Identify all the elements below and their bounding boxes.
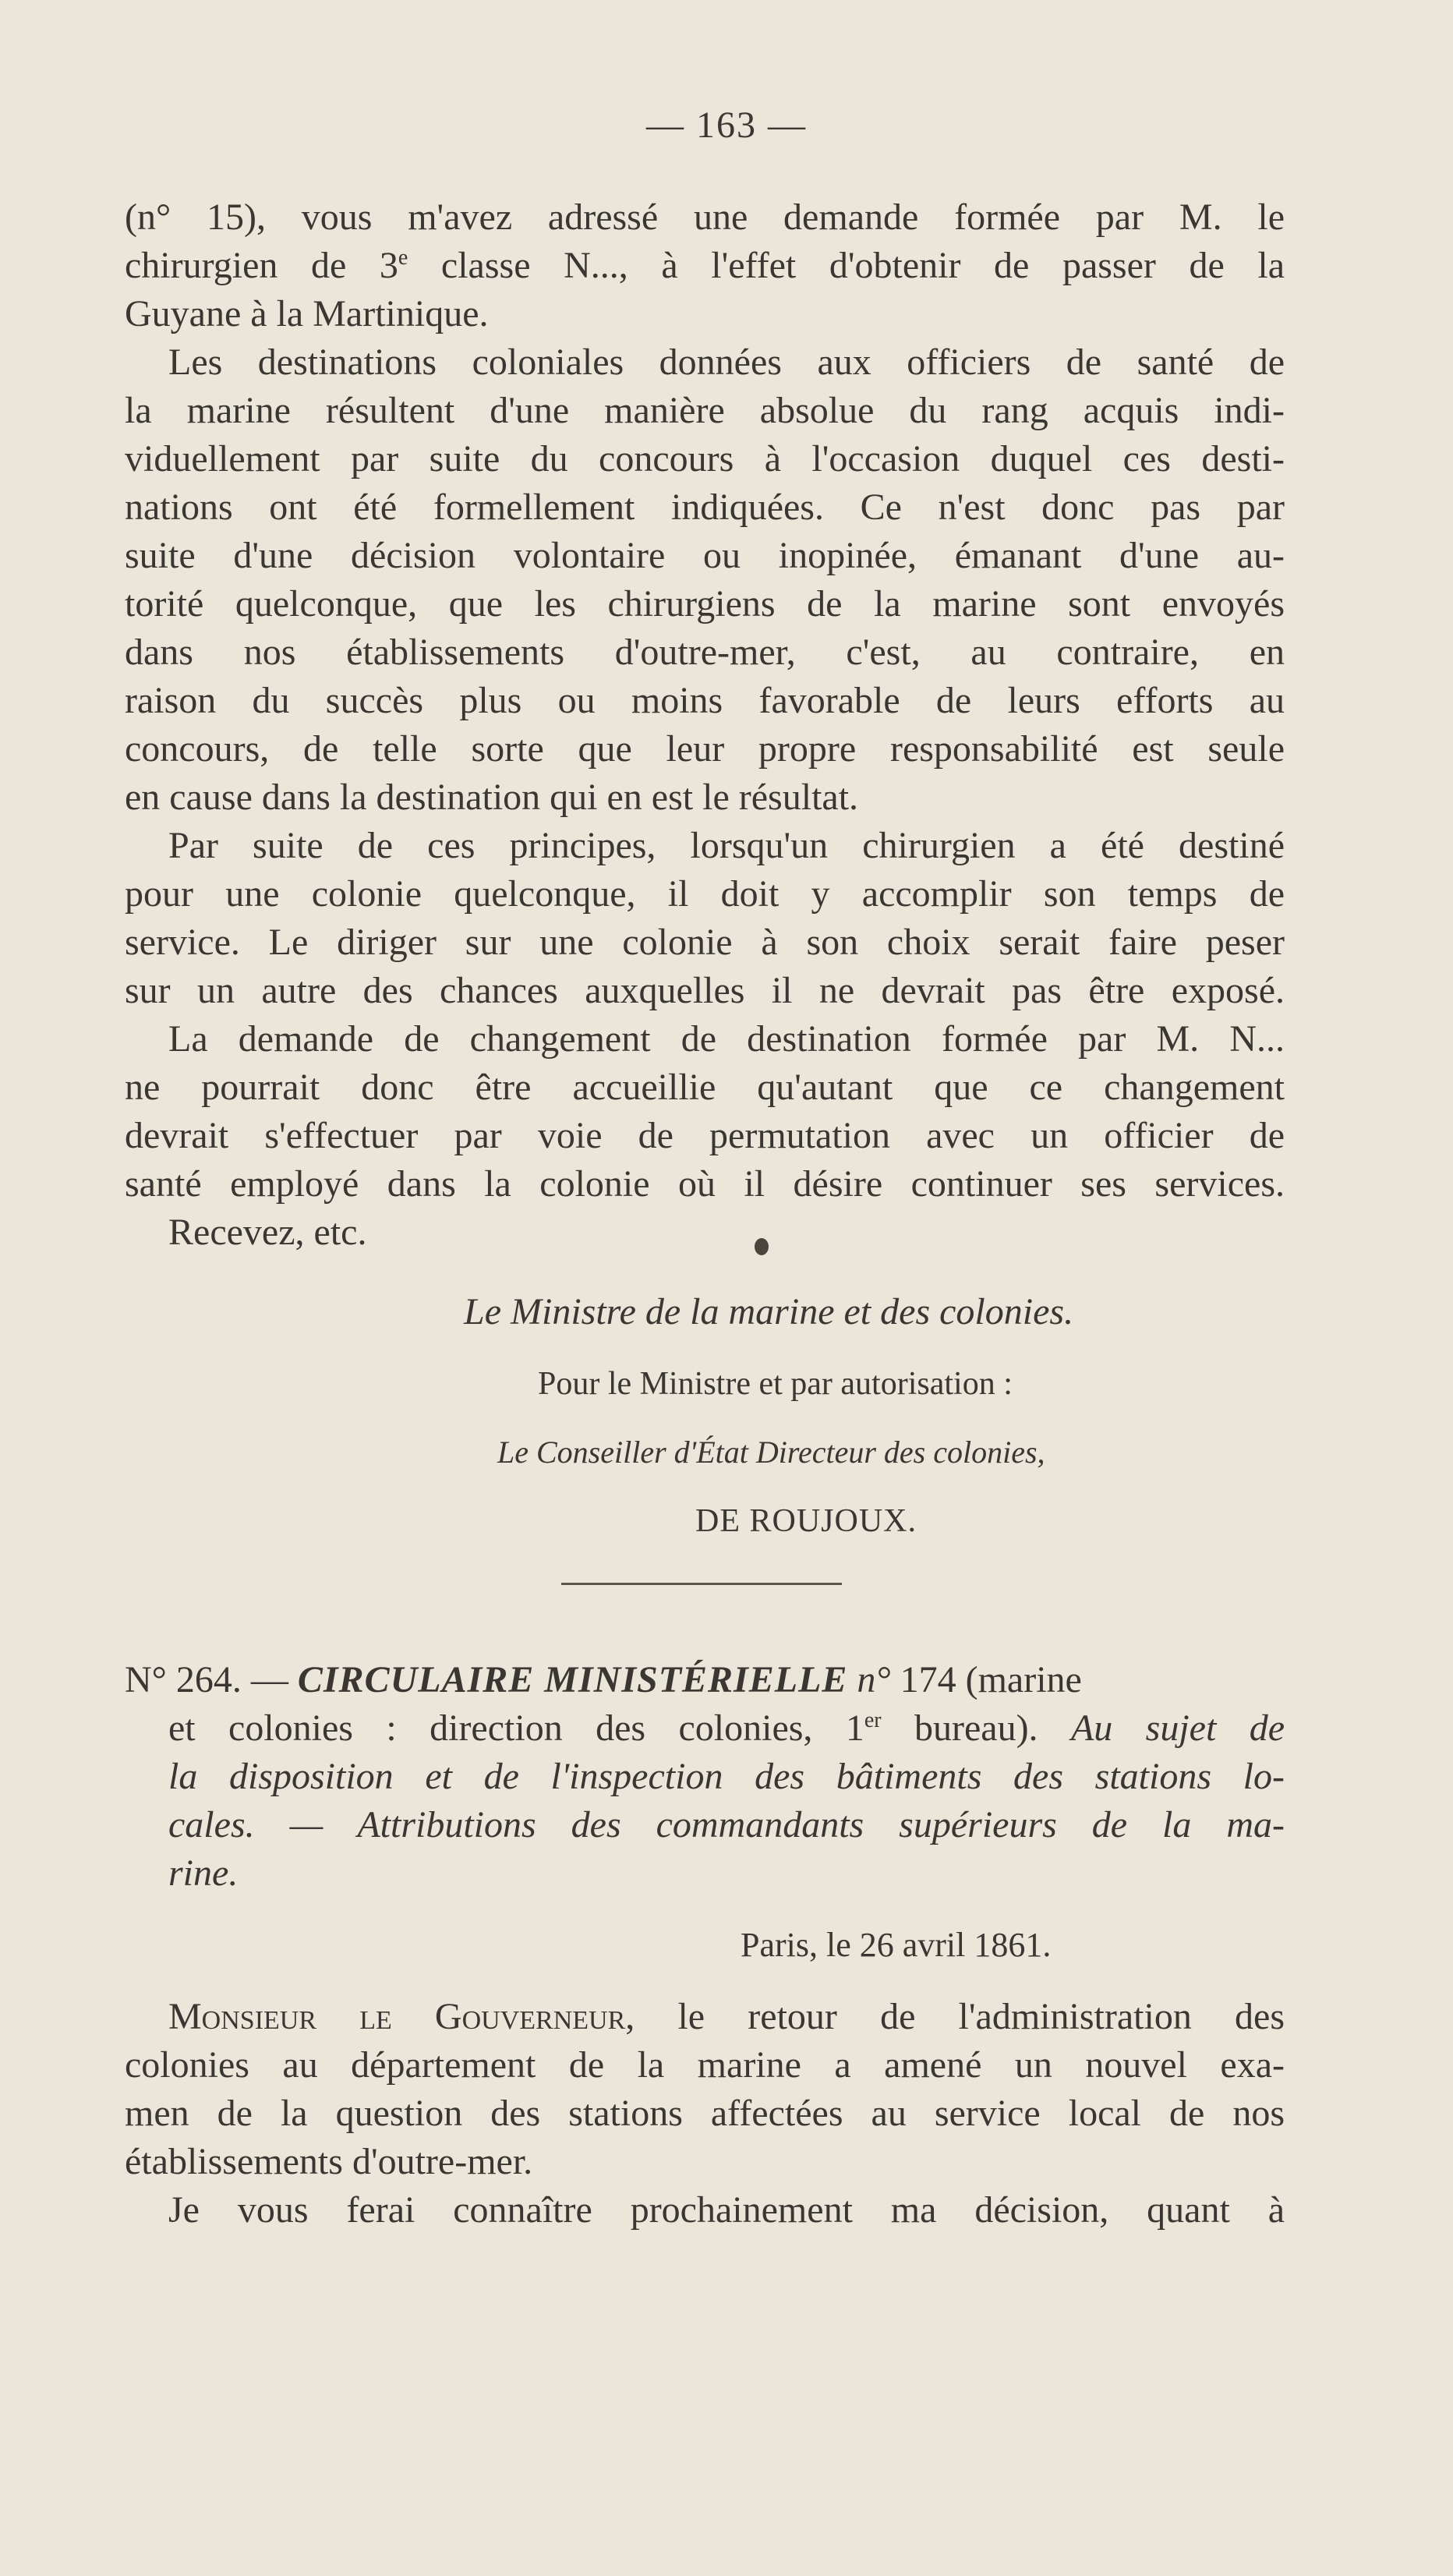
text-line: La demande de changement de destination formée par M. N...: [168, 1018, 1285, 1060]
ink-speck: [755, 1238, 769, 1255]
text-line: Les destinations coloniales données aux officiers de santé de: [168, 341, 1285, 383]
text-line: Guyane à la Martinique.: [125, 293, 489, 334]
text-line: sur un autre des chances auxquelles il ne devrait pas être exposé.: [125, 970, 1285, 1011]
text-line: santé employé dans la colonie où il désire continuer ses services.: [125, 1163, 1285, 1205]
entry-heading: CIRCULAIRE MINISTÉRIELLE: [297, 1659, 848, 1700]
text-line: devrait s'effectuer par voie de permutation avec un officier de: [125, 1115, 1285, 1156]
text-line: concours, de telle sorte que leur propre responsabilité est seule: [125, 728, 1285, 770]
director-title: Le Conseiller d'État Directeur des colonies,: [497, 1435, 1045, 1470]
entry-number: N° 264. —: [125, 1659, 288, 1700]
text-line: établissements d'outre-mer.: [125, 2141, 533, 2182]
entry-subtitle-line: rine.: [168, 1852, 239, 1894]
text-line: men de la question des stations affectées au service local de nos: [125, 2093, 1285, 2134]
text-line: Par suite de ces principes, lorsqu'un chirurgien a été destiné: [168, 825, 1285, 866]
text-line: chirurgien de 3e classe N..., à l'effet d'obtenir de passer de la: [125, 245, 1285, 286]
page-number: — 163 —: [646, 104, 807, 146]
text-line: pour une colonie quelconque, il doit y accomplir son temps de: [125, 873, 1285, 915]
minister-line: Le Ministre de la marine et des colonies.: [464, 1291, 1074, 1332]
text-line: raison du succès plus ou moins favorable de leurs efforts au: [125, 680, 1285, 721]
closing-line: Recevez, etc.: [168, 1212, 367, 1253]
text-line: Je vous ferai connaître prochainement ma décision, quant à: [168, 2189, 1285, 2231]
text-line: service. Le diriger sur une colonie à son choix serait faire peser: [125, 922, 1285, 963]
delegation-line: Pour le Ministre et par autorisation :: [538, 1366, 1013, 1402]
text-line: viduellement par suite du concours à l'occasion duquel ces desti-: [125, 438, 1285, 479]
section-divider: [561, 1583, 842, 1585]
text-line: torité quelconque, que les chirurgiens de la marine sont envoyés: [125, 583, 1285, 625]
text-line: suite d'une décision volontaire ou inopinée, émanant d'une au-: [125, 535, 1285, 576]
text-line: (n° 15), vous m'avez adressé une demande formée par M. le: [125, 196, 1285, 238]
entry-subtitle-line: et colonies : direction des colonies, 1er bureau). Au sujet de: [168, 1707, 1285, 1749]
entry-subtitle-line: la disposition et de l'inspection des bâtiments des stations lo-: [168, 1756, 1285, 1797]
signatory-name: DE ROUJOUX.: [695, 1503, 917, 1539]
place-date: Paris, le 26 avril 1861.: [741, 1926, 1052, 1964]
salutation: Monsieur le Gouverneur,: [168, 1996, 635, 2037]
entry-heading-line: N° 264. — CIRCULAIRE MINISTÉRIELLE n° 174 (marine: [125, 1659, 1082, 1700]
entry-subtitle-line: cales. — Attributions des commandants supérieurs de la ma-: [168, 1804, 1285, 1845]
text-line: ne pourrait donc être accueillie qu'autant que ce changement: [125, 1067, 1285, 1108]
text-line: dans nos établissements d'outre-mer, c'est, au contraire, en: [125, 632, 1285, 673]
text-line: Monsieur le Gouverneur, le retour de l'administration des: [168, 1996, 1285, 2037]
text-line: en cause dans la destination qui en est le résultat.: [125, 777, 859, 818]
text-line: nations ont été formellement indiquées. Ce n'est donc pas par: [125, 487, 1285, 528]
text-line: la marine résultent d'une manière absolue du rang acquis indi-: [125, 390, 1285, 431]
text-line: colonies au département de la marine a amené un nouvel exa-: [125, 2044, 1285, 2086]
